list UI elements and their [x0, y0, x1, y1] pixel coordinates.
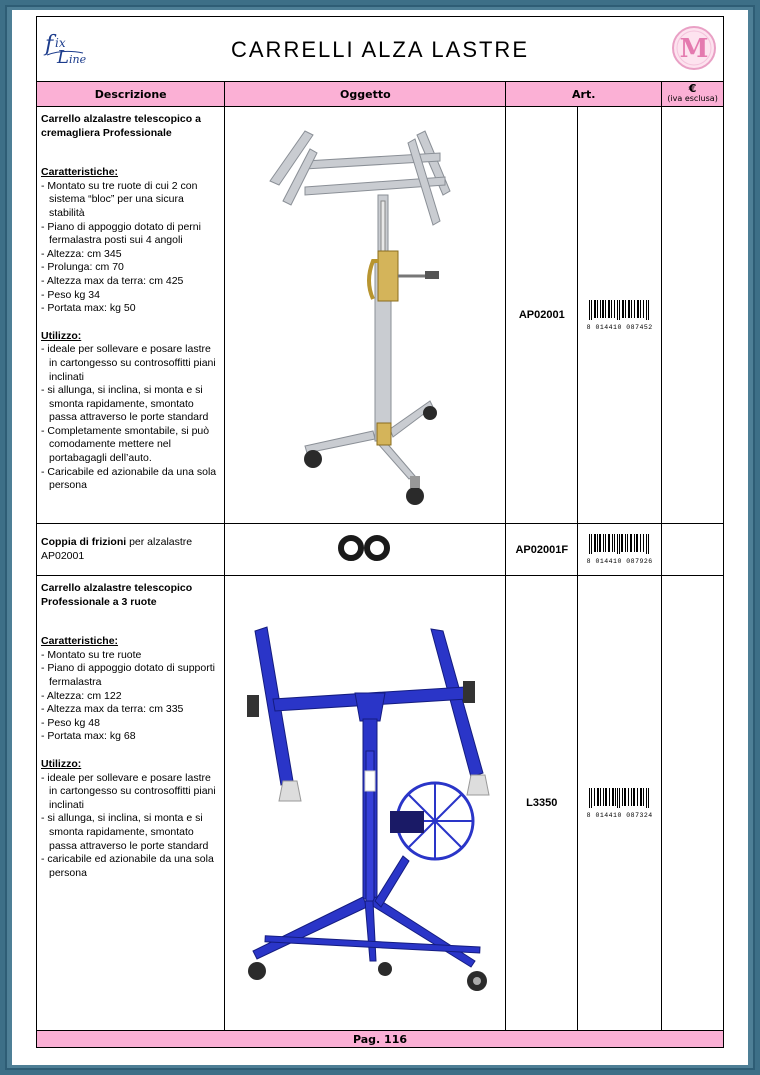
- feature-item: - Piano di appoggio dotato di supporti fermalastra: [41, 662, 215, 688]
- feature-item: - Portata max: kg 50: [41, 302, 136, 315]
- svg-text:ine: ine: [69, 53, 87, 66]
- usage-list: [41, 772, 220, 881]
- svg-text:f: f: [45, 32, 54, 57]
- barcode: [585, 788, 655, 808]
- price-cell: [662, 524, 724, 576]
- silver-panel-lift-image: [265, 111, 465, 516]
- features-label: Caratteristiche:: [41, 635, 119, 648]
- product-code: AP02001F: [506, 524, 578, 576]
- product-title-bold: Coppia di frizioni: [41, 535, 127, 548]
- svg-text:ix: ix: [55, 36, 66, 50]
- feature-item: - Montato su tre ruote: [41, 648, 142, 661]
- usage-label: Utilizzo:: [41, 757, 82, 770]
- usage-item: - ideale per sollevare e posare lastre in cartongesso su controsoffitti piani inclinati: [41, 771, 216, 811]
- price-note: (iva esclusa): [667, 94, 718, 103]
- catalog-page: [12, 10, 748, 1065]
- friction-rings-image: [335, 533, 395, 563]
- barcode-digits: 8 014410 087324: [586, 811, 653, 819]
- product-description: [37, 524, 225, 576]
- features-label: Caratteristiche:: [41, 166, 119, 179]
- usage-item: - Caricabile ed azionabile da una sola persona: [41, 465, 217, 492]
- usage-label: Utilizzo:: [41, 329, 82, 342]
- price-cell: [662, 107, 724, 524]
- page-number: Pag. 116: [37, 1031, 724, 1048]
- price-cell: [662, 576, 724, 1031]
- blue-panel-lift-image: [235, 601, 495, 1001]
- usage-item: - Completamente smontabile, si può comodamente mettere nel portabagagli dell’auto.: [41, 424, 210, 465]
- col-price: [662, 82, 724, 107]
- product-code: L3350: [506, 576, 578, 1031]
- product-image-cell: [225, 107, 506, 524]
- svg-text:L: L: [57, 47, 69, 68]
- product-title: Carrello alzalastre telescopico Professionale a 3 ruote: [41, 582, 193, 608]
- product-title-rest: per alzalastre AP02001: [41, 535, 193, 562]
- barcode: [585, 300, 655, 320]
- feature-item: - Altezza max da terra: cm 335: [41, 703, 184, 716]
- feature-item: - Altezza: cm 122: [41, 689, 122, 702]
- barcode: [585, 534, 655, 554]
- page-title: CARRELLI ALZA LASTRE: [231, 37, 529, 62]
- product-row: [37, 524, 724, 576]
- m-badge-logo: [671, 25, 717, 71]
- product-row: [37, 576, 724, 1031]
- barcode-digits: 8 014410 087926: [586, 558, 653, 565]
- feature-list: [41, 649, 220, 744]
- feature-item: - Altezza: cm 345: [41, 247, 122, 260]
- product-description: [37, 576, 225, 1031]
- feature-item: - Peso kg 34: [41, 288, 100, 301]
- feature-list: [41, 180, 220, 316]
- svg-text:M: M: [679, 34, 709, 64]
- usage-item: - ideale per sollevare e posare lastre in cartongesso su controsoffitti piani inclinati: [41, 343, 216, 383]
- product-image-cell: [225, 524, 506, 576]
- product-code: AP02001: [506, 107, 578, 524]
- usage-item: - caricabile ed azionabile da una sola persona: [41, 853, 214, 879]
- barcode-cell: [578, 576, 662, 1031]
- product-row: [37, 107, 724, 524]
- col-oggetto: Oggetto: [225, 82, 506, 107]
- feature-item: - Piano di appoggio dotato di perni fermalastra posti sui 4 angoli: [41, 220, 201, 247]
- usage-list: [41, 343, 220, 493]
- barcode-digits: 8 014410 087452: [586, 323, 653, 331]
- footer-row: [37, 1031, 724, 1048]
- catalog-sheet: [36, 16, 724, 1045]
- col-descrizione: Descrizione: [37, 82, 225, 107]
- barcode-cell: [578, 524, 662, 576]
- feature-item: - Prolunga: cm 70: [41, 261, 124, 274]
- feature-item: - Altezza max da terra: cm 425: [41, 274, 184, 287]
- col-art: Art.: [506, 82, 662, 107]
- header-row: [37, 17, 724, 82]
- feature-item: - Portata max: kg 68: [41, 730, 136, 743]
- product-image-cell: [225, 576, 506, 1031]
- column-header-row: [37, 82, 724, 107]
- product-description: [37, 107, 225, 524]
- feature-item: - Peso kg 48: [41, 716, 100, 729]
- catalog-table: [36, 16, 724, 1048]
- product-title: Carrello alzalastre telescopico a cremagliera Professionale: [41, 113, 201, 139]
- feature-item: - Montato su tre ruote di cui 2 con sistema “bloc” per una sicura stabilità: [41, 179, 198, 219]
- euro-symbol: €: [688, 82, 697, 95]
- barcode-cell: [578, 107, 662, 524]
- usage-item: - si allunga, si inclina, si monta e si smonta rapidamente, smontato passa attraverso le porte standard: [41, 812, 209, 852]
- usage-item: - si allunga, si inclina, si monta e si smonta rapidamente, smontato passa attraverso le porte standard: [41, 384, 209, 424]
